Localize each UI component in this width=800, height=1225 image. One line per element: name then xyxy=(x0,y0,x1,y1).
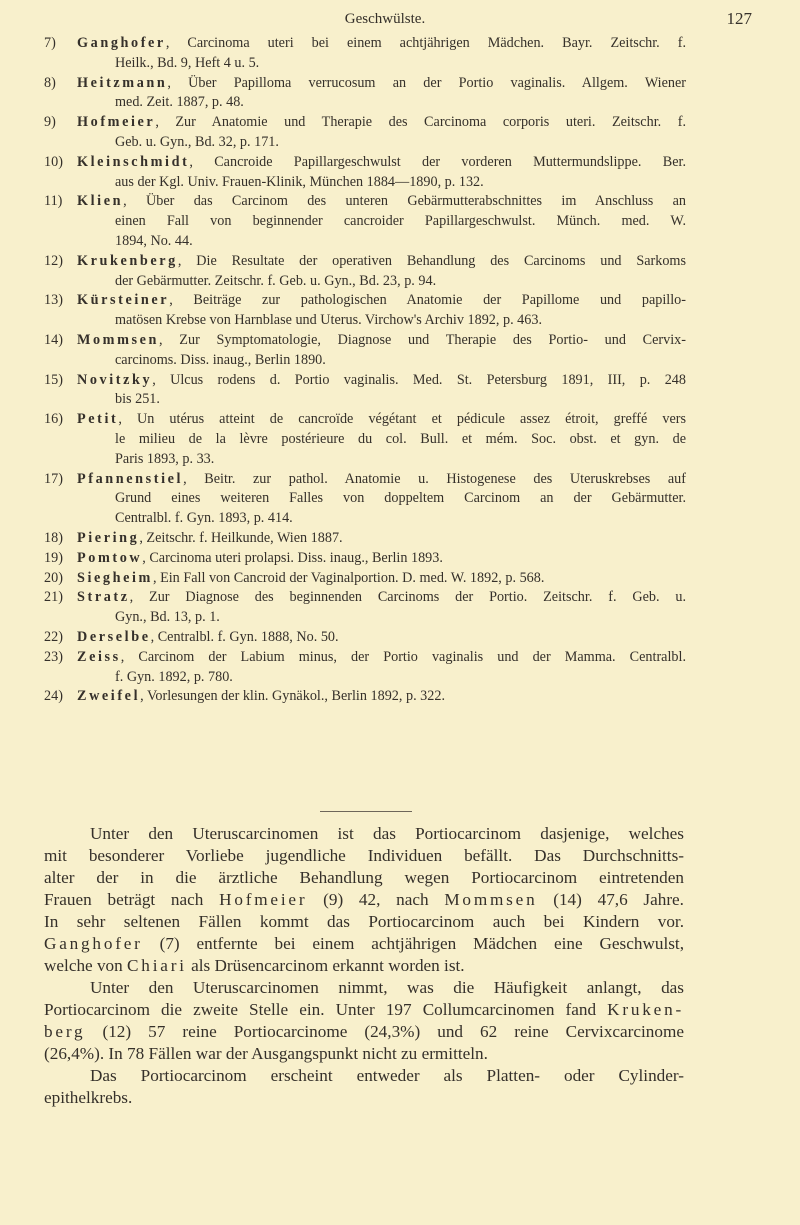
reference-item xyxy=(44,331,686,371)
reference-line xyxy=(44,252,686,272)
reference-line xyxy=(44,549,686,569)
reference-text: , Vorlesungen der klin. Gynäkol., Berlin 1892, p. 322. xyxy=(140,688,445,705)
reference-line xyxy=(44,450,686,470)
reference-author: Zweifel xyxy=(77,688,141,705)
reference-text: Geb. u. Gyn., Bd. 32, p. 171. xyxy=(115,133,279,150)
reference-text: , Zur Symptomatologie, Diagnose und Therapie des Portio- und Cervix- xyxy=(159,331,686,348)
section-divider xyxy=(320,811,412,812)
text-segment: (12) 57 reine Portiocarcinome (24,3%) und 62 reine Cervixcarcinome xyxy=(85,1022,684,1041)
reference-text: , Ein Fall von Cancroid der Vaginalportion. D. med. W. 1892, p. 568. xyxy=(152,569,545,586)
paragraph-line xyxy=(44,1065,684,1087)
reference-author: Krukenberg xyxy=(77,252,178,269)
reference-line xyxy=(44,212,686,232)
reference-line xyxy=(44,74,686,94)
text-segment: (26,4%). In 78 Fällen war der Ausgangspunkt nicht zu ermitteln. xyxy=(44,1044,488,1063)
reference-line xyxy=(44,192,686,212)
paragraph-line xyxy=(44,845,684,867)
reference-line xyxy=(44,648,686,668)
reference-text: bis 251. xyxy=(115,391,160,408)
reference-text: Paris 1893, p. 33. xyxy=(115,450,215,467)
reference-item xyxy=(44,687,686,707)
reference-author: Pomtow xyxy=(77,549,143,566)
reference-item xyxy=(44,549,686,569)
body-text xyxy=(44,823,684,1109)
reference-number: 22) xyxy=(44,628,63,645)
reference-author: Petit xyxy=(77,411,119,428)
reference-item xyxy=(44,252,686,292)
reference-number: 21) xyxy=(44,589,63,606)
reference-text: , Un utérus atteint de cancroïde végétant et pédicule assez étroit, greffé vers xyxy=(118,411,686,428)
reference-line xyxy=(44,331,686,351)
reference-text: Grund eines weiteren Falles von doppeltem Carcinom an der Gebärmutter. xyxy=(115,490,686,507)
reference-line xyxy=(44,54,686,74)
reference-author: Hofmeier xyxy=(77,114,156,131)
paragraph-line xyxy=(44,889,684,911)
reference-number: 17) xyxy=(44,470,63,487)
reference-text: , Zur Diagnose des beginnenden Carcinoms der Portio. Zeitschr. f. Geb. u. xyxy=(129,589,686,606)
reference-text: , Cancroide Papillargeschwulst der vorderen Muttermundslippe. Ber. xyxy=(189,153,686,170)
reference-item xyxy=(44,291,686,331)
reference-item xyxy=(44,113,686,153)
reference-line xyxy=(44,232,686,252)
paragraph-line xyxy=(44,911,684,933)
reference-line xyxy=(44,291,686,311)
reference-text: Centralbl. f. Gyn. 1893, p. 414. xyxy=(115,510,293,527)
reference-line xyxy=(44,628,686,648)
reference-line xyxy=(44,588,686,608)
reference-text: Gyn., Bd. 13, p. 1. xyxy=(115,609,220,626)
reference-item xyxy=(44,588,686,628)
reference-text: , Beitr. zur pathol. Anatomie u. Histogenese des Uteruskrebses auf xyxy=(183,470,686,487)
reference-item xyxy=(44,192,686,251)
reference-text: 1894, No. 44. xyxy=(115,232,193,249)
text-segment: als Drüsencarcinom erkannt worden ist. xyxy=(186,956,465,975)
reference-item xyxy=(44,628,686,648)
reference-author: Kleinschmidt xyxy=(77,153,190,170)
reference-line xyxy=(44,687,686,707)
reference-number: 8) xyxy=(44,74,56,91)
reference-line xyxy=(44,311,686,331)
paragraph-line xyxy=(44,1021,684,1043)
paragraph-line xyxy=(44,1043,684,1065)
paragraph-line xyxy=(44,933,684,955)
reference-line xyxy=(44,569,686,589)
reference-text: , Centralbl. f. Gyn. 1888, No. 50. xyxy=(150,628,339,645)
paragraph-line xyxy=(44,823,684,845)
text-segment: Das Portiocarcinom erscheint entweder als Platten- oder Cylinder- xyxy=(90,1066,684,1085)
page-number: 127 xyxy=(726,9,752,28)
text-segment: welche von xyxy=(44,956,128,975)
reference-text: matösen Krebse von Harnblase und Uterus. Virchow's Archiv 1892, p. 463. xyxy=(115,312,542,329)
reference-author: Piering xyxy=(77,529,140,546)
reference-number: 19) xyxy=(44,549,63,566)
page-header xyxy=(0,11,800,31)
reference-item xyxy=(44,153,686,193)
reference-text: med. Zeit. 1887, p. 48. xyxy=(115,94,244,111)
reference-line xyxy=(44,430,686,450)
reference-line xyxy=(44,371,686,391)
cited-author: Chiari xyxy=(127,956,187,975)
cited-author: Ganghofer xyxy=(44,934,143,953)
reference-line xyxy=(44,93,686,113)
reference-line xyxy=(44,272,686,292)
reference-line xyxy=(44,133,686,153)
cited-author: Kruken- xyxy=(607,1000,684,1019)
reference-item xyxy=(44,470,686,529)
reference-item xyxy=(44,529,686,549)
reference-number: 24) xyxy=(44,688,63,705)
reference-author: Ganghofer xyxy=(77,35,166,51)
reference-text: f. Gyn. 1892, p. 780. xyxy=(115,668,233,685)
text-segment: epithelkrebs. xyxy=(44,1088,133,1107)
reference-line xyxy=(44,351,686,371)
reference-line xyxy=(44,153,686,173)
reference-text: , Die Resultate der operativen Behandlung des Carcinoms und Sarkoms xyxy=(177,252,686,269)
reference-item xyxy=(44,648,686,688)
reference-number: 9) xyxy=(44,114,56,131)
reference-number: 14) xyxy=(44,331,63,348)
reference-text: , Über das Carcinom des unteren Gebärmutterabschnittes im Anschluss an xyxy=(123,193,686,210)
text-segment: (14) 47,6 Jahre. xyxy=(537,890,684,909)
text-segment: In sehr seltenen Fällen kommt das Portiocarcinom auch bei Kindern vor. xyxy=(44,912,684,931)
reference-list xyxy=(44,34,686,707)
cited-author: Hofmeier xyxy=(219,890,308,909)
reference-author: Derselbe xyxy=(77,628,151,645)
reference-author: Zeiss xyxy=(77,648,121,665)
reference-line xyxy=(44,470,686,490)
paragraph-line xyxy=(44,867,684,889)
reference-text: , Ulcus rodens d. Portio vaginalis. Med. St. Petersburg 1891, III, p. 248 xyxy=(152,371,686,388)
reference-text: , Über Papilloma verrucosum an der Portio vaginalis. Allgem. Wiener xyxy=(167,74,686,91)
reference-line xyxy=(44,489,686,509)
text-segment: (9) 42, nach xyxy=(307,890,445,909)
reference-number: 16) xyxy=(44,411,63,428)
text-segment: alter der in die ärztliche Behandlung wegen Portiocarcinom eintretenden xyxy=(44,868,684,887)
reference-author: Siegheim xyxy=(77,569,153,586)
text-segment: mit besonderer Vorliebe jugendliche Individuen befällt. Das Durchschnitts- xyxy=(44,846,684,865)
reference-line xyxy=(44,113,686,133)
reference-author: Mommsen xyxy=(77,331,160,348)
reference-number: 7) xyxy=(44,35,56,51)
reference-author: Klien xyxy=(77,193,124,210)
reference-item xyxy=(44,371,686,411)
reference-number: 20) xyxy=(44,569,63,586)
text-segment: Frauen beträgt nach xyxy=(44,890,220,909)
reference-text: Heilk., Bd. 9, Heft 4 u. 5. xyxy=(115,54,260,71)
text-segment: (7) entfernte bei einem achtjährigen Mädchen eine Geschwulst, xyxy=(142,934,684,953)
text-segment: Unter den Uteruscarcinomen ist das Portiocarcinom dasjenige, welches xyxy=(90,824,684,843)
reference-number: 23) xyxy=(44,648,63,665)
reference-text: , Carcinoma uteri bei einem achtjährigen Mädchen. Bayr. Zeitschr. f. xyxy=(165,35,686,51)
reference-line xyxy=(44,390,686,410)
reference-text: , Zeitschr. f. Heilkunde, Wien 1887. xyxy=(139,529,343,546)
reference-author: Novitzky xyxy=(77,371,153,388)
cited-author: berg xyxy=(44,1022,86,1041)
reference-number: 11) xyxy=(44,193,63,210)
reference-number: 13) xyxy=(44,292,63,309)
cited-author: Mommsen xyxy=(444,890,538,909)
paragraph-line xyxy=(44,955,684,977)
paragraph-line xyxy=(44,977,684,999)
reference-number: 15) xyxy=(44,371,63,388)
reference-text: , Carcinoma uteri prolapsi. Diss. inaug., Berlin 1893. xyxy=(142,549,443,566)
reference-text: aus der Kgl. Univ. Frauen-Klinik, München 1884—1890, p. 132. xyxy=(115,173,484,190)
reference-author: Pfannenstiel xyxy=(77,470,184,487)
reference-text: le milieu de la lèvre postérieure du col. Bull. et mém. Soc. obst. et gyn. de xyxy=(115,430,686,447)
reference-number: 12) xyxy=(44,252,63,269)
reference-text: der Gebärmutter. Zeitschr. f. Geb. u. Gyn., Bd. 23, p. 94. xyxy=(115,272,437,289)
reference-item xyxy=(44,74,686,114)
reference-text: , Zur Anatomie und Therapie des Carcinoma corporis uteri. Zeitschr. f. xyxy=(155,114,686,131)
reference-item xyxy=(44,410,686,469)
reference-text: einen Fall von beginnender cancroider Papillargeschwulst. Münch. med. W. xyxy=(115,213,686,230)
running-title: Geschwülste. xyxy=(344,11,426,27)
reference-line xyxy=(44,173,686,193)
text-segment: Portiocarcinom die zweite Stelle ein. Unter 197 Collumcarcinomen fand xyxy=(44,1000,608,1019)
reference-line xyxy=(44,34,686,54)
paragraph-line xyxy=(44,1087,684,1109)
reference-line xyxy=(44,509,686,529)
reference-author: Kürsteiner xyxy=(77,292,170,309)
text-segment: Unter den Uteruscarcinomen nimmt, was die Häufigkeit anlangt, das xyxy=(90,978,684,997)
paragraph-line xyxy=(44,999,684,1021)
reference-item xyxy=(44,34,686,74)
reference-line xyxy=(44,529,686,549)
reference-line xyxy=(44,668,686,688)
reference-author: Stratz xyxy=(77,589,130,606)
reference-line xyxy=(44,608,686,628)
reference-text: , Carcinom der Labium minus, der Portio vaginalis und der Mamma. Centralbl. xyxy=(120,648,686,665)
reference-text: , Beiträge zur pathologischen Anatomie der Papillome und papillo- xyxy=(169,292,686,309)
reference-author: Heitzmann xyxy=(77,74,168,91)
reference-item xyxy=(44,569,686,589)
reference-line xyxy=(44,410,686,430)
reference-number: 18) xyxy=(44,529,63,546)
reference-number: 10) xyxy=(44,153,63,170)
reference-text: carcinoms. Diss. inaug., Berlin 1890. xyxy=(115,351,326,368)
